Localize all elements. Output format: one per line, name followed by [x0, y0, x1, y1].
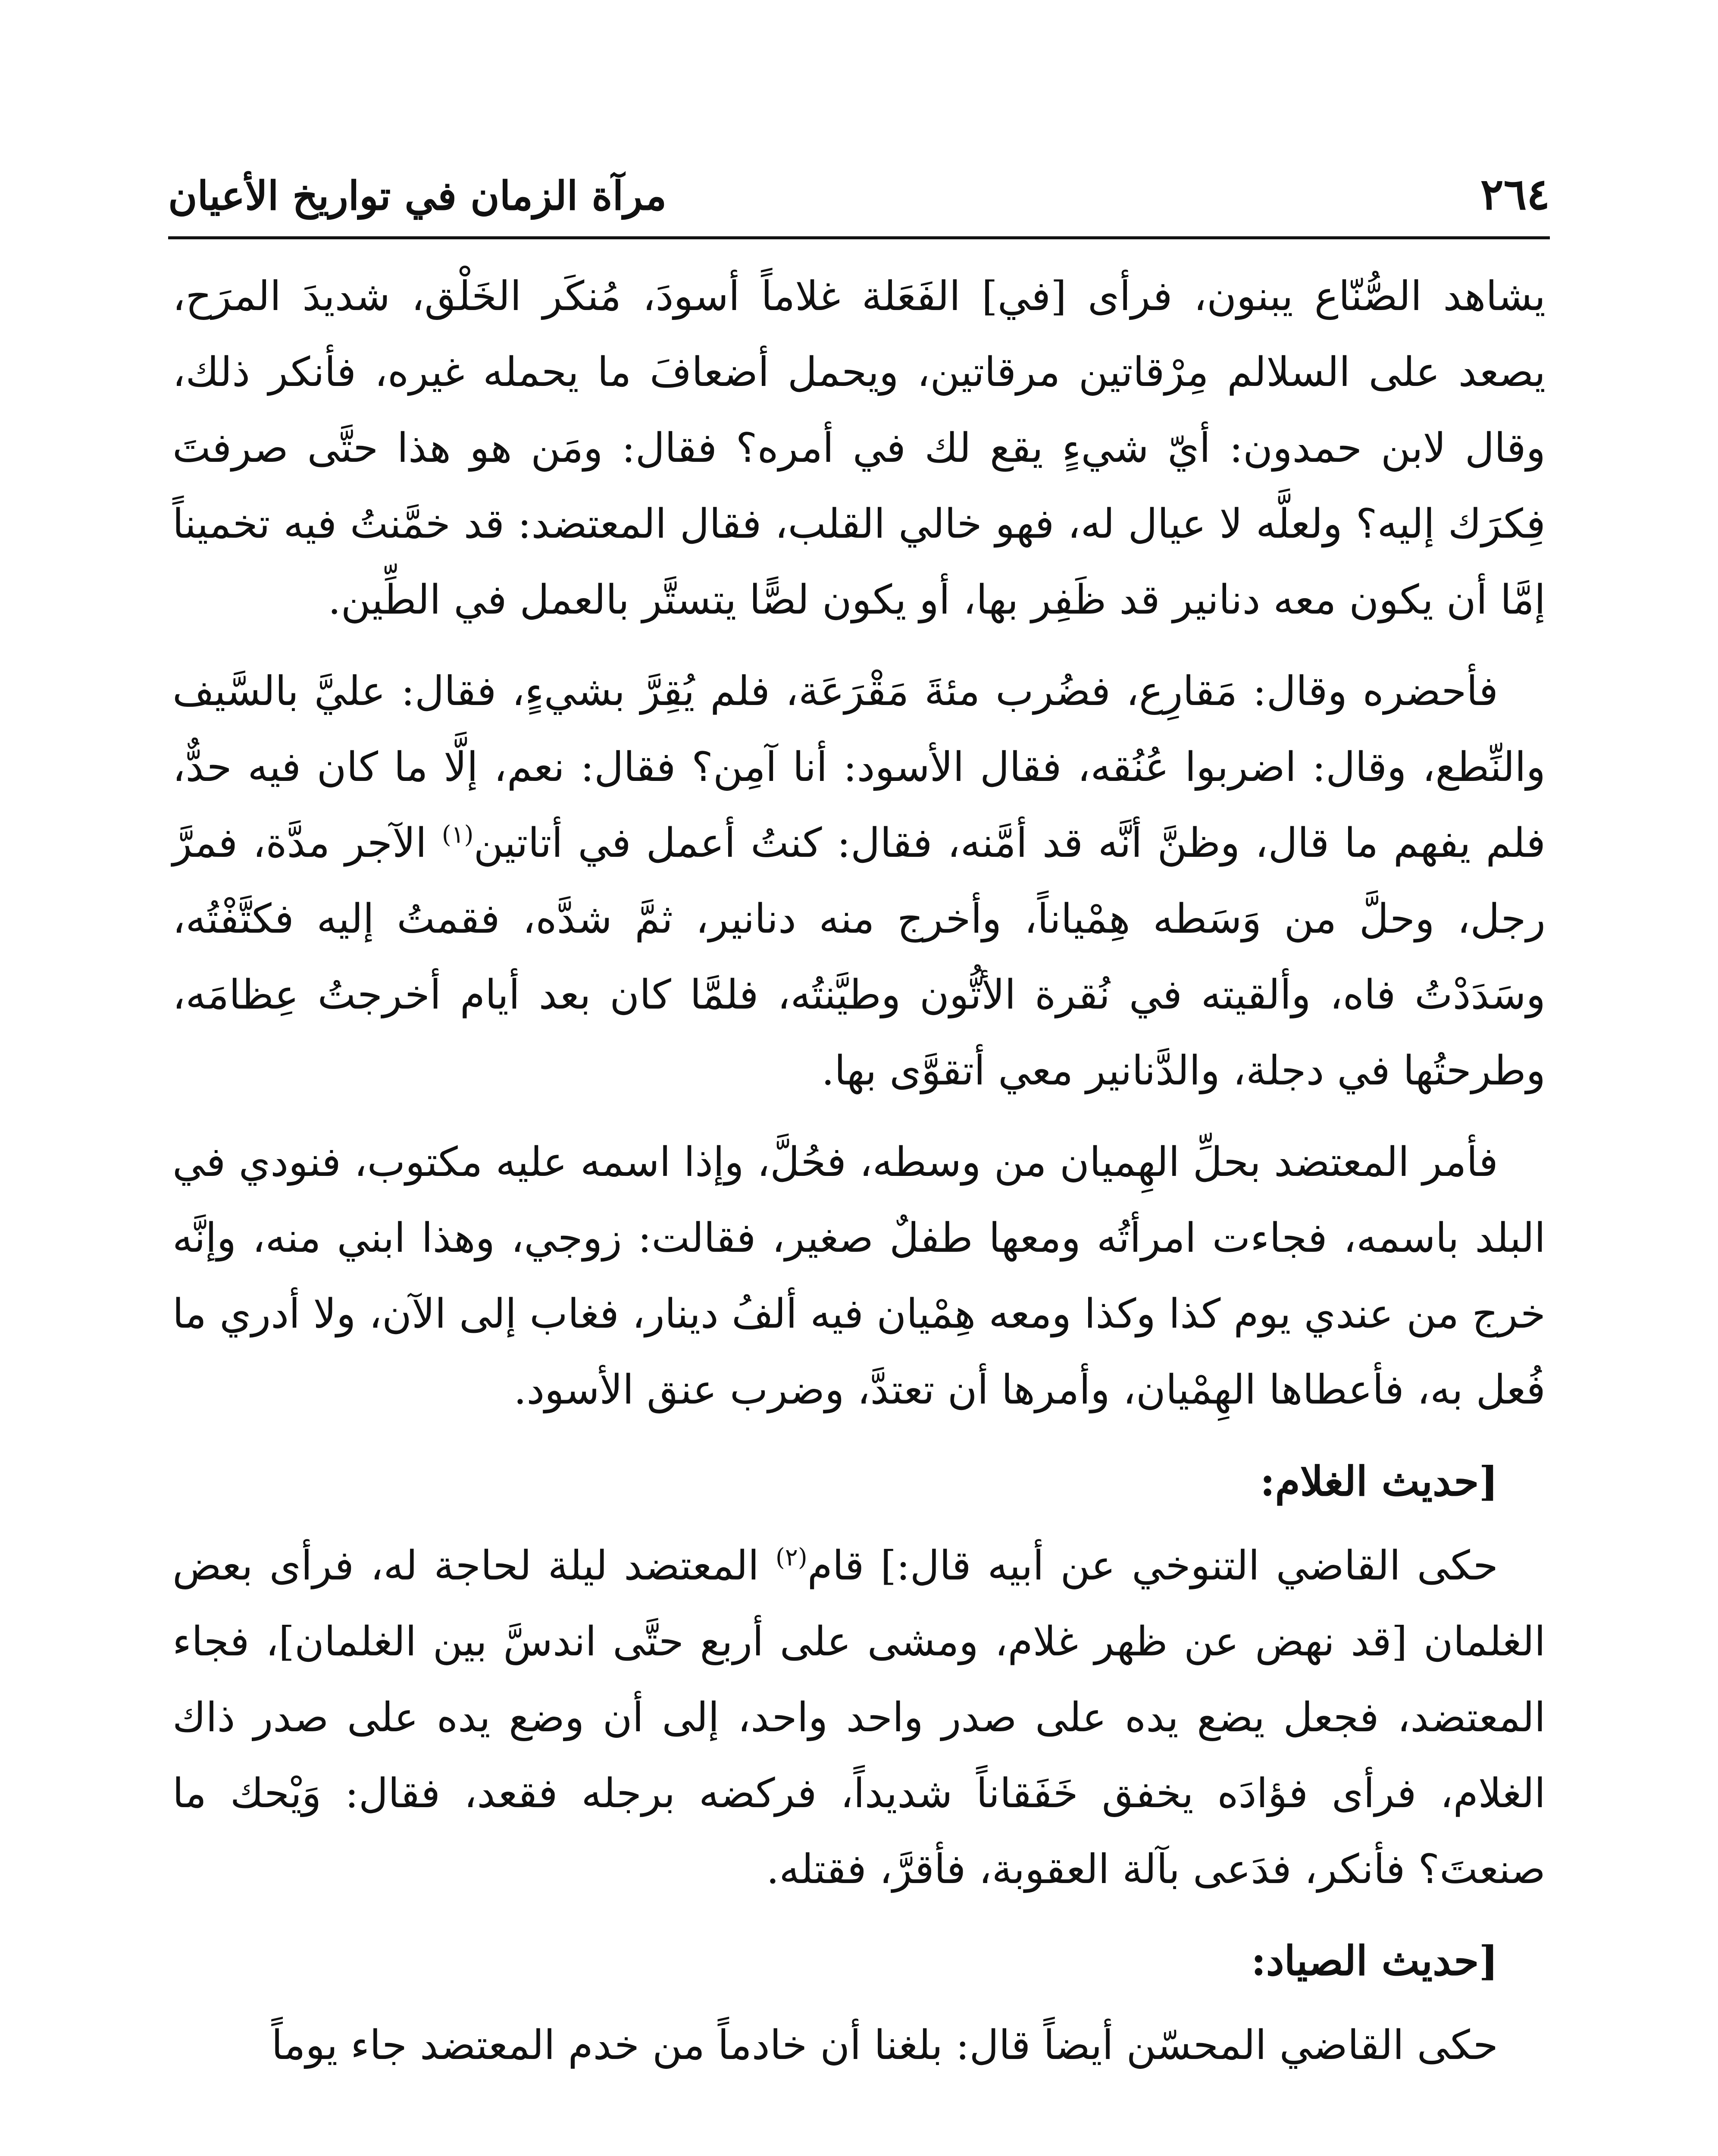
- section-heading-ghulam: [حديث الغلام:: [1260, 1458, 1498, 1505]
- header-rule: [168, 236, 1550, 239]
- paragraph-5: حكى القاضي المحسّن أيضاً قال: بلغنا أن خادماً من خدم المعتضد جاء يوماً: [271, 2022, 1498, 2069]
- section-heading-sayyad: [حديث الصياد:: [1251, 1937, 1498, 1985]
- running-header: [168, 142, 1550, 219]
- paragraph-3: فأمر المعتضد بحلِّ الهِميان من وسطه، فحُلَّ، وإذا اسمه عليه مكتوب، فنودي في البلد باسمه، فجاءت امرأتُه ومعها طفلٌ صغير، فقالت: زوجي، وهذا ابني منه، وإنَّه خرج من عندي يوم كذا وكذا ومعه هِمْيان فيه ألفُ دينار، فغاب إلى الآن، ولا أدري ما فُعل به، فأعطاها الهِمْيان، وأمرها أن تعتدَّ، وضرب عنق الأسود.: [172, 1139, 1546, 1413]
- paragraph-4-part-1: حكى القاضي التنوخي عن أبيه قال:] قام: [807, 1542, 1498, 1589]
- main-text: [172, 259, 1546, 2099]
- paragraph-4-part-2: المعتضد ليلة لحاجة له، فرأى بعض الغلمان [قد نهض عن ظهر غلام، ومشى على أربع حتَّى اندسَّ بين الغلمان]، فجاء المعتضد، فجعل يضع يده على صدر واحد واحد، إلى أن وضع يده على صدر ذاك الغلام، فرأى فؤادَه يخفق خَفَقاناً شديداً، فركضه برجله فقعد، فقال: وَيْحك ما صنعتَ؟ فأنكر، فدَعى بآلة العقوبة، فأقرَّ، فقتله.: [172, 1542, 1546, 1893]
- footnote-marker-2[interactable]: (٢): [775, 1543, 807, 1572]
- paragraph-2: [172, 654, 1546, 1109]
- paragraph-4: [172, 1528, 1546, 1908]
- paragraph-2-part-2: الآجر مدَّة، فمرَّ رجل، وحلَّ من وَسَطه هِمْياناً، وأخرج منه دنانير، ثمَّ شدَّه، فقمتُ إليه فكتَّفْتُه، وسَدَدْتُ فاه، وألقيته في نُقرة الأتُّون وطيَّنتُه، فلمَّا كان بعد أيام أخرجتُ عِظامَه، وطرحتُها في دجلة، والدَّنانير معي أتقوَّى بها.: [172, 820, 1546, 1094]
- book-title: مرآة الزمان في تواريخ الأعيان: [168, 172, 667, 219]
- paragraph-2-part-1: فأحضره وقال: مَقارِع، فضُرب مئةَ مَقْرَعَة، فلم يُقِرَّ بشيءٍ، فقال: عليَّ بالسَّيف والنِّطع، وقال: اضربوا عُنُقه، فقال الأسود: أنا آمِن؟ فقال: نعم، إلَّا ما كان فيه حدٌّ، فلم يفهم ما قال، وظنَّ أنَّه قد أمَّنه، فقال: كنتُ أعمل في أتاتين: [172, 668, 1546, 867]
- footnote-marker-1[interactable]: (١): [441, 821, 474, 849]
- paragraph-1: يشاهد الصُّنّاع يبنون، فرأى [في] الفَعَلة غلاماً أسودَ، مُنكَر الخَلْق، شديدَ المرَح، يصعد على السلالم مِرْقاتين مرقاتين، ويحمل أضعافَ ما يحمله غيره، فأنكر ذلك، وقال لابن حمدون: أيّ شيءٍ يقع لك في أمره؟ فقال: ومَن هو هذا حتَّى صرفتَ فِكرَك إليه؟ ولعلَّه لا عيال له، فهو خالي القلب، فقال المعتضد: قد خمَّنتُ فيه تخميناً إمَّا أن يكون معه دنانير قد ظَفِر بها، أو يكون لصًّا يتستَّر بالعمل في الطِّين.: [172, 273, 1546, 624]
- page-number: ٢٦٤: [1480, 169, 1550, 219]
